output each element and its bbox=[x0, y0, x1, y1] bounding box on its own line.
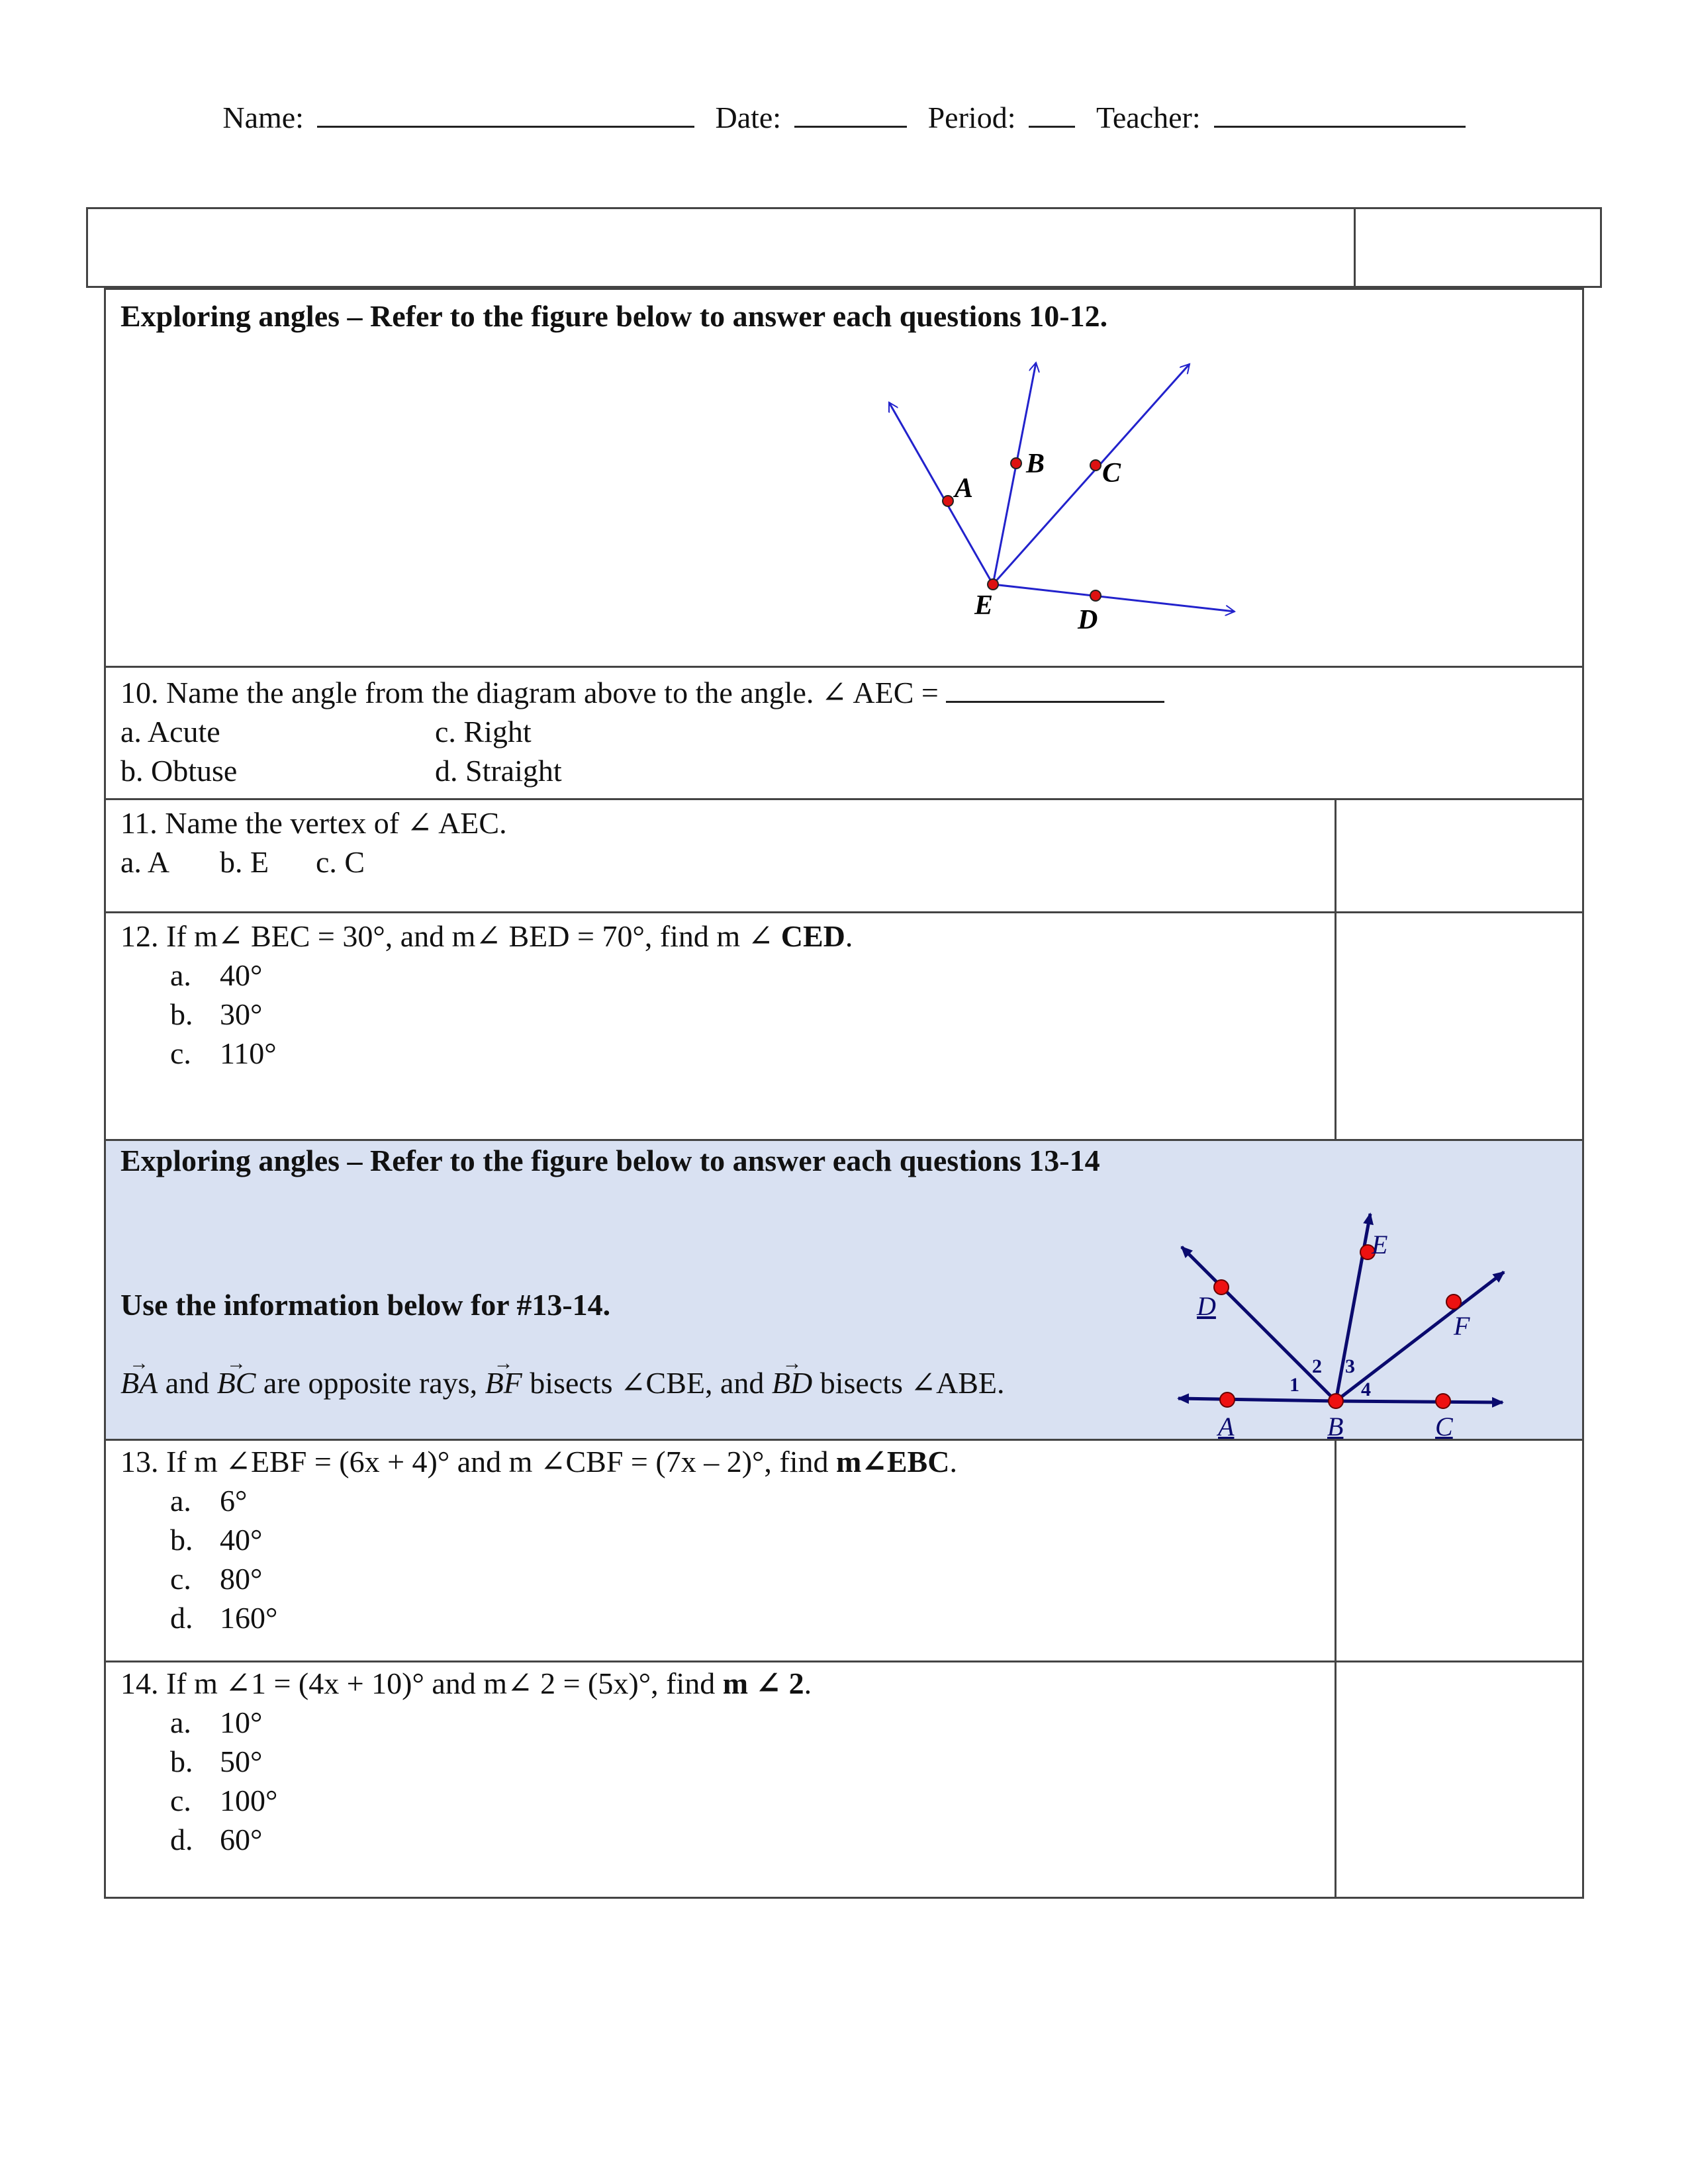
q14-option-d[interactable]: d. 60° bbox=[170, 1823, 263, 1856]
label2-b: B bbox=[1327, 1412, 1344, 1441]
section2-subtitle: Use the information below for #13-14. bbox=[120, 1288, 611, 1322]
q11-answer-box[interactable] bbox=[1335, 800, 1336, 911]
q11-option-a[interactable]: a. A bbox=[120, 845, 170, 879]
q13-prompt: 13. If m ∠EBF = (6x + 4)° and m ∠CBF = (7x – 2)°, find m∠EBC. bbox=[120, 1445, 957, 1479]
q11-prompt: 11. Name the vertex of ∠ AEC. bbox=[120, 806, 507, 840]
ray-ea bbox=[889, 402, 993, 584]
date-field[interactable] bbox=[794, 99, 907, 128]
q10-answer-blank[interactable] bbox=[946, 678, 1164, 703]
top-box-divider bbox=[1354, 209, 1356, 286]
header bbox=[0, 99, 1688, 135]
q12-answer-box[interactable] bbox=[1335, 913, 1336, 1139]
q10-prompt: 10. Name the angle from the diagram above to the angle. ∠ AEC = bbox=[120, 676, 947, 709]
section1-figure-cell bbox=[104, 288, 1584, 668]
date-label: Date: bbox=[715, 101, 782, 134]
label2-a: A bbox=[1218, 1412, 1235, 1441]
q13-answer-box[interactable] bbox=[1335, 1441, 1336, 1661]
teacher-label: Teacher: bbox=[1096, 101, 1201, 134]
q10-option-d[interactable]: d. Straight bbox=[435, 754, 562, 788]
top-empty-box bbox=[86, 207, 1602, 288]
q14-option-a[interactable]: a. 10° bbox=[170, 1706, 263, 1739]
q11-option-b[interactable]: b. E bbox=[220, 845, 269, 879]
q14-answer-box[interactable] bbox=[1335, 1662, 1336, 1897]
q12-option-b[interactable]: b. 30° bbox=[170, 997, 263, 1031]
label-c: C bbox=[1102, 458, 1121, 488]
label-a: A bbox=[955, 473, 974, 504]
ray-ed bbox=[993, 584, 1235, 612]
q13-option-d[interactable]: d. 160° bbox=[170, 1601, 278, 1635]
section2-title: Exploring angles – Refer to the figure below to answer each questions 13-14 bbox=[120, 1144, 1100, 1177]
ray-ba bbox=[1178, 1398, 1336, 1401]
q11-option-c[interactable]: c. C bbox=[316, 845, 365, 879]
angle-label-1: 1 bbox=[1289, 1374, 1299, 1396]
label-e: E bbox=[974, 590, 994, 621]
question-11 bbox=[104, 798, 1584, 913]
name-label: Name: bbox=[222, 101, 304, 134]
name-field[interactable] bbox=[317, 99, 694, 128]
label2-e: E bbox=[1372, 1230, 1388, 1259]
ray-ec bbox=[993, 364, 1190, 584]
label2-f: F bbox=[1454, 1311, 1470, 1341]
section1-title: Exploring angles – Refer to the figure below to answer each questions 10-12. bbox=[120, 299, 1108, 333]
period-label: Period: bbox=[927, 101, 1016, 134]
angle-label-3: 3 bbox=[1345, 1355, 1355, 1377]
question-12 bbox=[104, 911, 1584, 1141]
figure-angles-1 bbox=[106, 290, 1586, 670]
question-13 bbox=[104, 1439, 1584, 1662]
question-10 bbox=[104, 666, 1584, 800]
point-b bbox=[1011, 458, 1021, 469]
point-a bbox=[943, 496, 953, 506]
q12-prompt: 12. If m∠ BEC = 30°, and m∠ BED = 70°, find m ∠ CED. bbox=[120, 919, 853, 953]
point-e bbox=[988, 579, 998, 590]
angle-label-4: 4 bbox=[1361, 1379, 1371, 1400]
point-c bbox=[1090, 460, 1101, 471]
ray-bd bbox=[1182, 1247, 1336, 1401]
figure-angles-2 bbox=[106, 1141, 1586, 1443]
question-14 bbox=[104, 1661, 1584, 1899]
q12-option-a[interactable]: a. 40° bbox=[170, 958, 263, 992]
point2-c bbox=[1436, 1394, 1450, 1408]
label-d: D bbox=[1078, 605, 1098, 635]
q13-option-a[interactable]: a. 6° bbox=[170, 1484, 248, 1518]
point2-f bbox=[1446, 1295, 1461, 1309]
point2-d bbox=[1214, 1280, 1229, 1295]
label2-c: C bbox=[1435, 1412, 1453, 1441]
q12-option-c[interactable]: c. 110° bbox=[170, 1036, 277, 1070]
q10-option-c[interactable]: c. Right bbox=[435, 715, 532, 749]
q13-option-c[interactable]: c. 80° bbox=[170, 1562, 263, 1596]
label2-d: D bbox=[1197, 1291, 1216, 1321]
q14-option-c[interactable]: c. 100° bbox=[170, 1784, 278, 1817]
q14-option-b[interactable]: b. 50° bbox=[170, 1745, 263, 1778]
period-field[interactable] bbox=[1029, 99, 1075, 128]
point-d bbox=[1090, 590, 1101, 601]
section2-info-cell bbox=[104, 1139, 1584, 1441]
q14-prompt: 14. If m ∠1 = (4x + 10)° and m∠ 2 = (5x)°, find m ∠ 2. bbox=[120, 1666, 812, 1700]
point2-a bbox=[1220, 1392, 1235, 1407]
ray-bc bbox=[1336, 1401, 1503, 1402]
angle-label-2: 2 bbox=[1312, 1355, 1322, 1377]
section2-ray-info: → BA and → BC are opposite rays, → BF bisects ∠CBE, and → BD bisects ∠ABE. bbox=[120, 1363, 1004, 1402]
label-b: B bbox=[1026, 449, 1045, 479]
q13-option-b[interactable]: b. 40° bbox=[170, 1523, 263, 1557]
point2-b bbox=[1329, 1394, 1343, 1408]
q10-option-a[interactable]: a. Acute bbox=[120, 715, 220, 749]
q10-option-b[interactable]: b. Obtuse bbox=[120, 754, 238, 788]
teacher-field[interactable] bbox=[1214, 99, 1466, 128]
